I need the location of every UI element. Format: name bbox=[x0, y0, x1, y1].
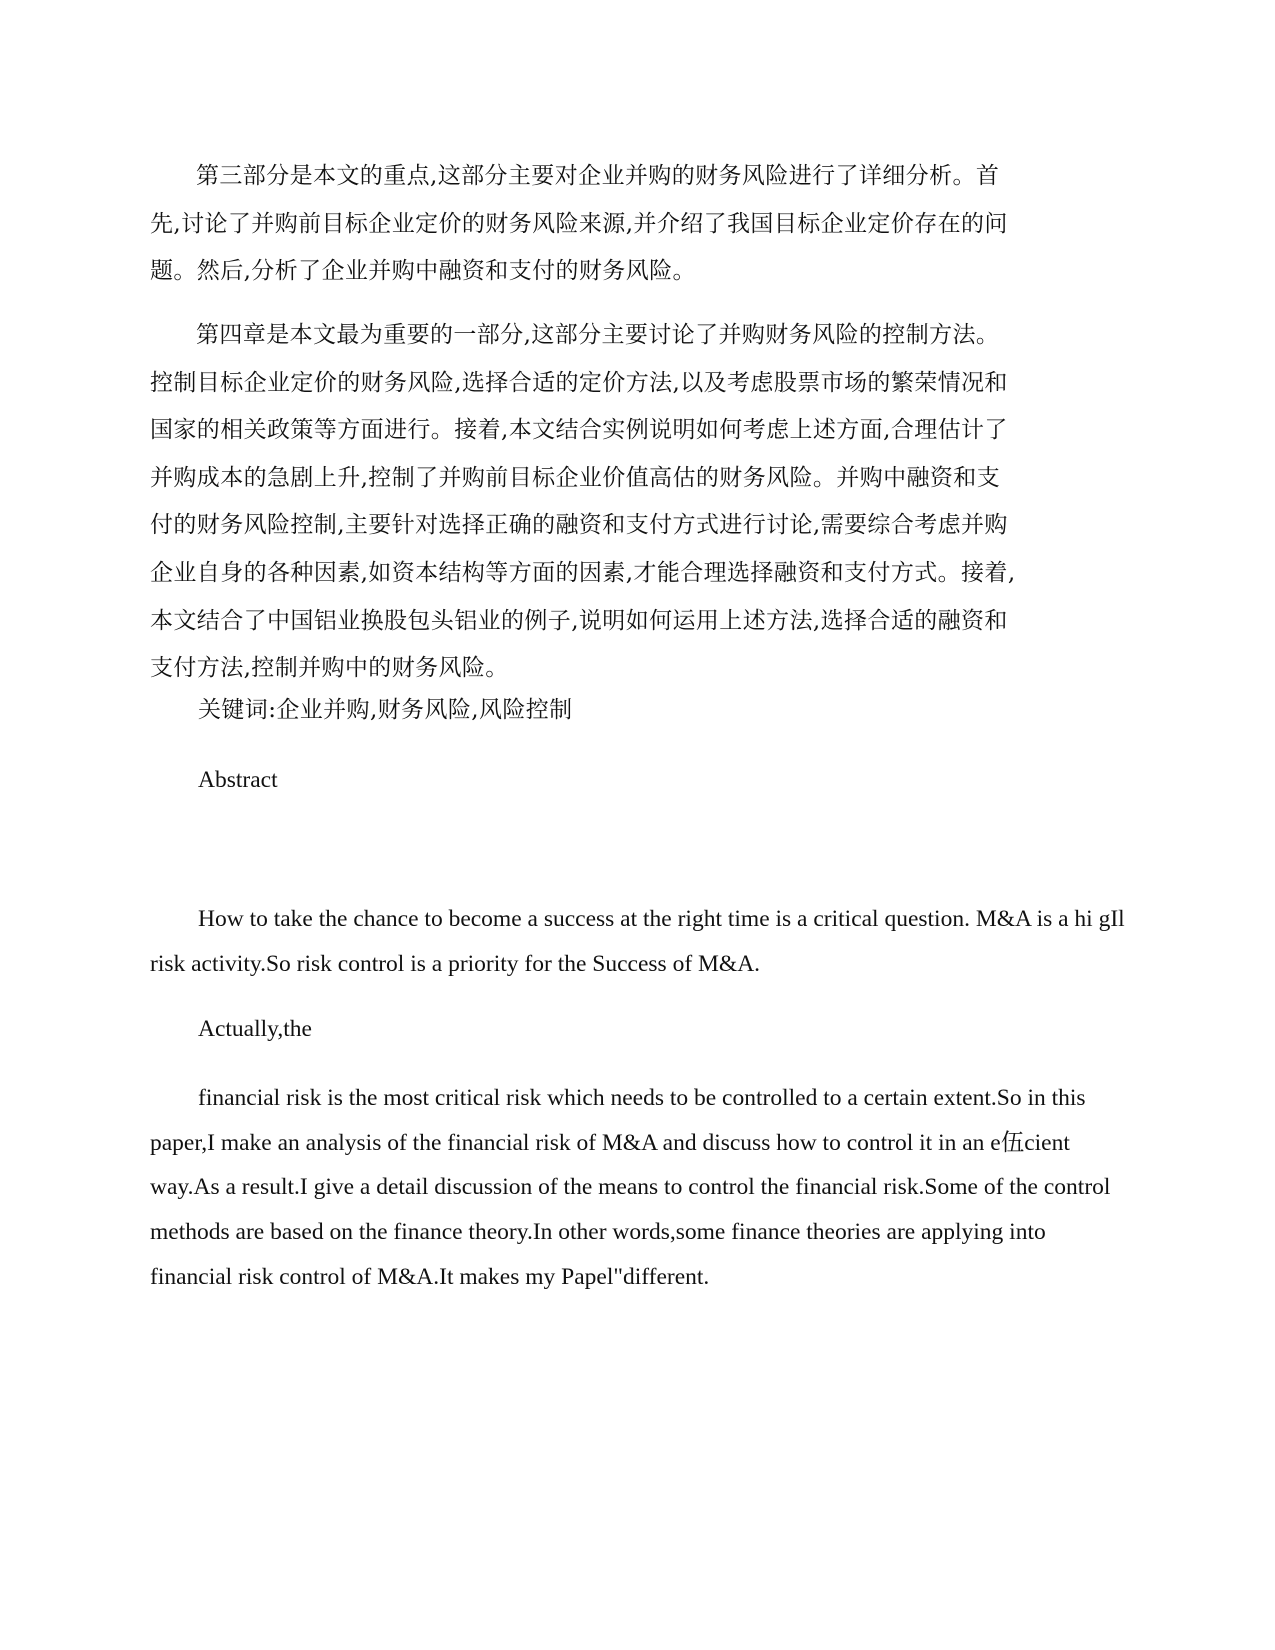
keywords-line: 关键词:企业并购,财务风险,风险控制 bbox=[198, 697, 573, 723]
abstract-paragraph-intro: How to take the chance to become a success at the right time is a critical question. M&A is a hi gIl risk activity.So risk control is a priority for the Success of M&A. bbox=[150, 906, 1125, 977]
abstract-paragraph-financial-risk: financial risk is the most critical risk which needs to be controlled to a certain extent.So in this paper,I make an analysis of the financial risk of M&A and discuss how to control it in an e伍cient way.As a result.I give a detail discussion of the means to control the financial risk.Some of the control methods are based on the finance theory.In other words,some finance theories are applying into financial risk control of M&A.It makes my Papel"different. bbox=[150, 1085, 1111, 1290]
paragraph-chapter-four: 第四章是本文最为重要的一部分,这部分主要讨论了并购财务风险的控制方法。控制目标企业定价的财务风险,选择合适的定价方法,以及考虑股票市场的繁荣情况和国家的相关政策等方面进行。接着,本文结合实例说明如何考虑上述方面,合理估计了并购成本的急剧上升,控制了并购前目标企业价值高估的财务风险。并购中融资和支付的财务风险控制,主要针对选择正确的融资和支付方式进行讨论,需要综合考虑并购企业自身的各种因素,如资本结构等方面的因素,才能合理选择融资和支付方式。接着,本文结合了中国铝业换股包头铝业的例子,说明如何运用上述方法,选择合适的融资和支付方法,控制并购中的财务风险。 bbox=[150, 322, 1016, 682]
abstract-heading: Abstract bbox=[198, 767, 278, 793]
abstract-paragraph-actually: Actually,the bbox=[198, 1016, 312, 1042]
paragraph-part-three: 第三部分是本文的重点,这部分主要对企业并购的财务风险进行了详细分析。首先,讨论了并购前目标企业定价的财务风险来源,并介绍了我国目标企业定价存在的问题。然后,分析了企业并购中融资和支付的财务风险。 bbox=[150, 163, 1008, 285]
